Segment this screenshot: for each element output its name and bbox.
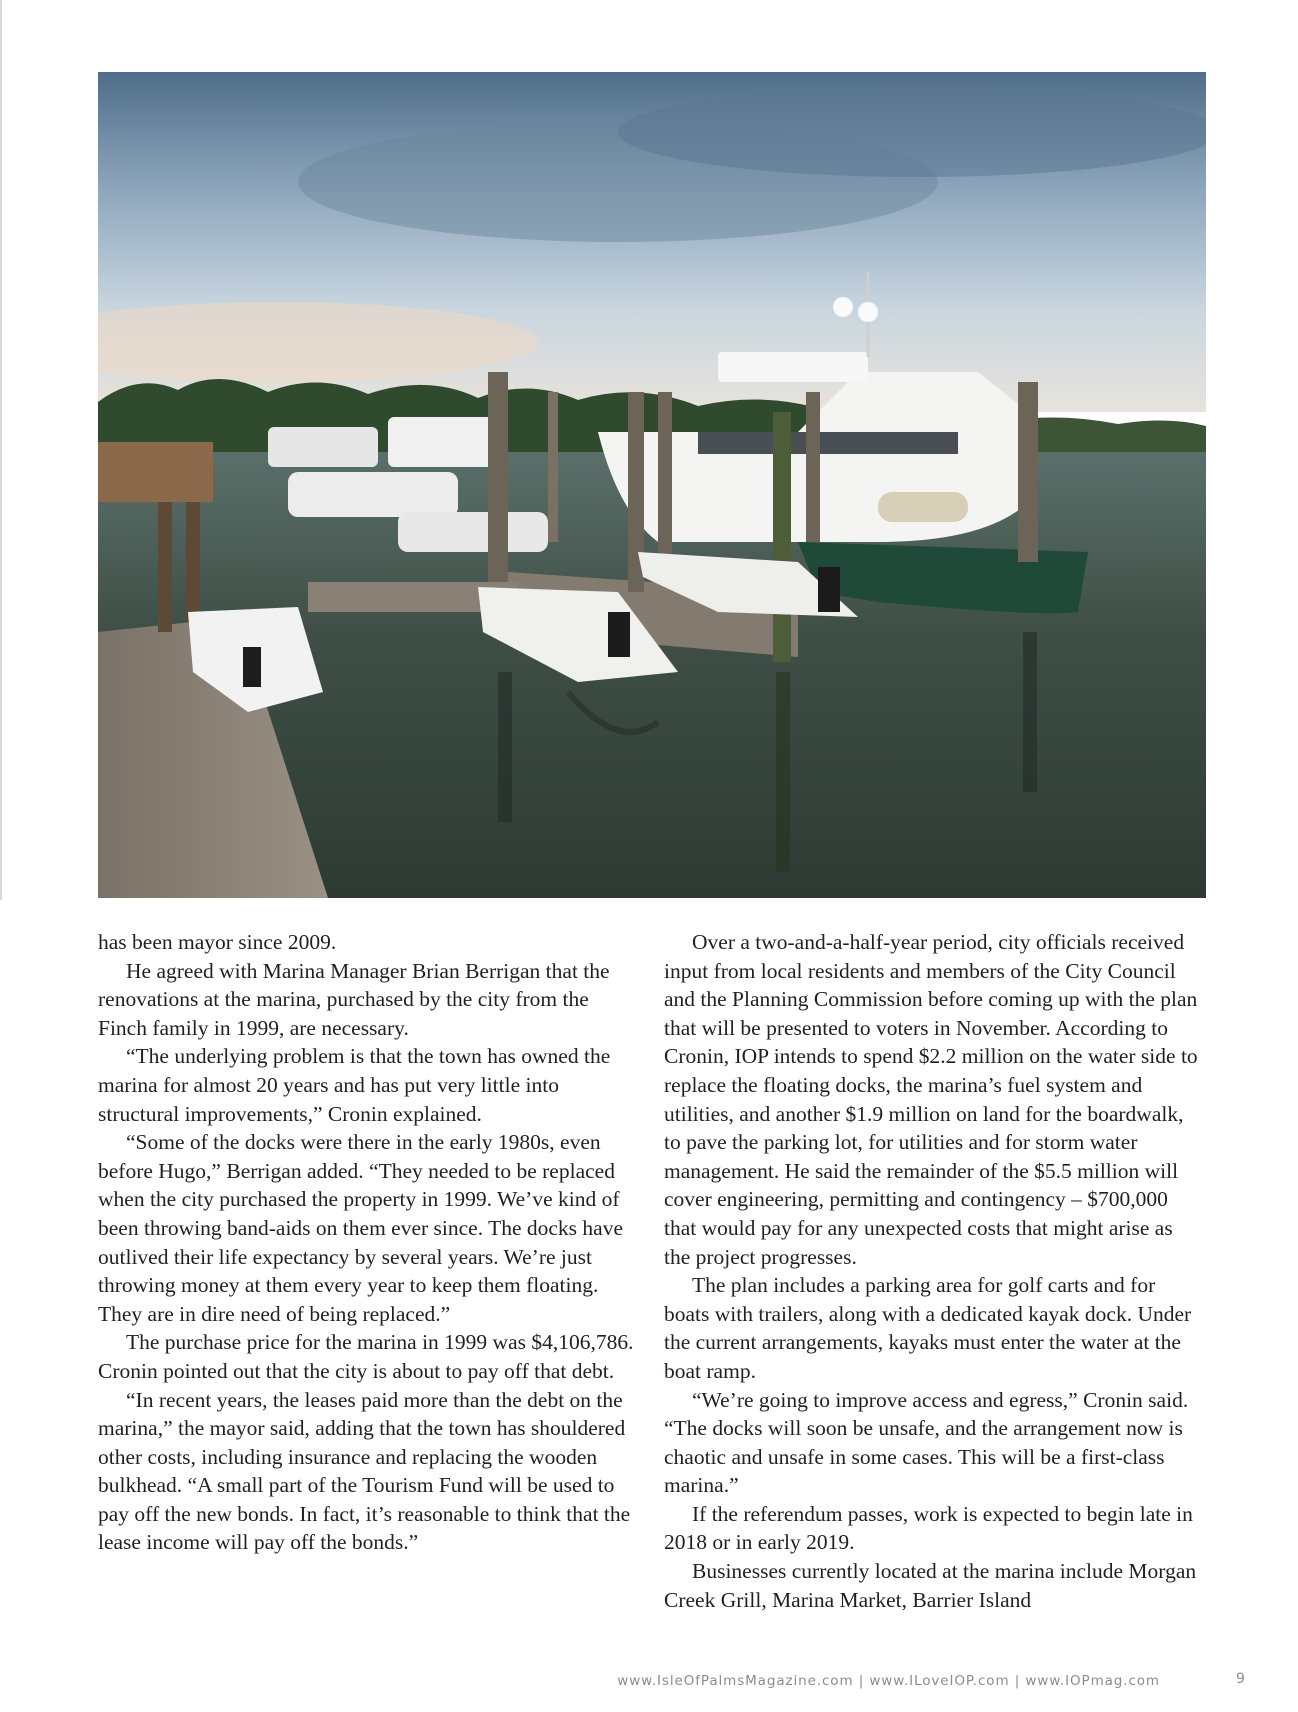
paragraph: Businesses currently located at the marina include Morgan Creek Grill, Marina Market, Barrier Island — [664, 1559, 1197, 1612]
paragraph: “In recent years, the leases paid more than the debt on the marina,” the mayor said, adding that the town has shouldered other costs, including insurance and replacing the wooden bulkhead. “A small part of the Tourism Fund will be used to pay off the new bonds. In fact, it’s reasonable to think that the lease income will pay off the bonds.” — [98, 1387, 631, 1555]
footer-urls: www.IsleOfPalmsMagazine.com | www.ILoveIOP.com | www.IOPmag.com — [617, 1673, 1160, 1689]
paragraph: Over a two-and-a-half-year period, city officials received input from local residents and members of the City Council and the Planning Commission before coming up with the plan that will be presented to voters in November. According to Cronin, IOP intends to spend $2.2 million on the water side to replace the floating docks, the marina’s fuel system and utilities, and another $1.9 million on land for the boardwalk, to pave the parking lot, for utilities and for storm water management. He said the remainder of the $5.5 million will cover engineering, permitting and contingency – $700,000 that would pay for any unexpected costs that might arise as the project progresses. — [664, 930, 1198, 1269]
paragraph: The purchase price for the marina in 1999 was $4,106,786. Cronin pointed out that the city is about to pay off that debt. — [98, 1330, 634, 1383]
page-number: 9 — [1236, 1671, 1245, 1687]
marina-photo — [98, 72, 1206, 898]
article-column-left — [98, 928, 638, 1557]
paragraph: The plan includes a parking area for golf carts and for boats with trailers, along with a dedicated kayak dock. Under the current arrangements, kayaks must enter the water at the boat ramp. — [664, 1273, 1192, 1383]
paragraph: has been mayor since 2009. — [98, 930, 337, 954]
paragraph: “The underlying problem is that the town has owned the marina for almost 20 years and has put very little into structural improvements,” Cronin explained. — [98, 1044, 611, 1126]
marina-photo-icon — [98, 72, 1206, 898]
page-edge-rule — [0, 0, 2, 900]
article-column-right — [664, 928, 1204, 1614]
paragraph: “Some of the docks were there in the early 1980s, even before Hugo,” Berrigan added. “They needed to be replaced when the city purchased the property in 1999. We’ve kind of been throwing band-aids on them ever since. The docks have outlived their life expectancy by several years. We’re just throwing money at them every year to keep them floating. They are in dire need of being replaced.” — [98, 1130, 623, 1326]
paragraph: He agreed with Marina Manager Brian Berrigan that the renovations at the marina, purchased by the city from the Finch family in 1999, are necessary. — [98, 958, 610, 1040]
paragraph: “We’re going to improve access and egress,” Cronin said. “The docks will soon be unsafe, and the arrangement now is chaotic and unsafe in some cases. This will be a first-class marina.” — [664, 1387, 1189, 1498]
paragraph: If the referendum passes, work is expected to begin late in 2018 or in early 2019. — [664, 1501, 1193, 1555]
